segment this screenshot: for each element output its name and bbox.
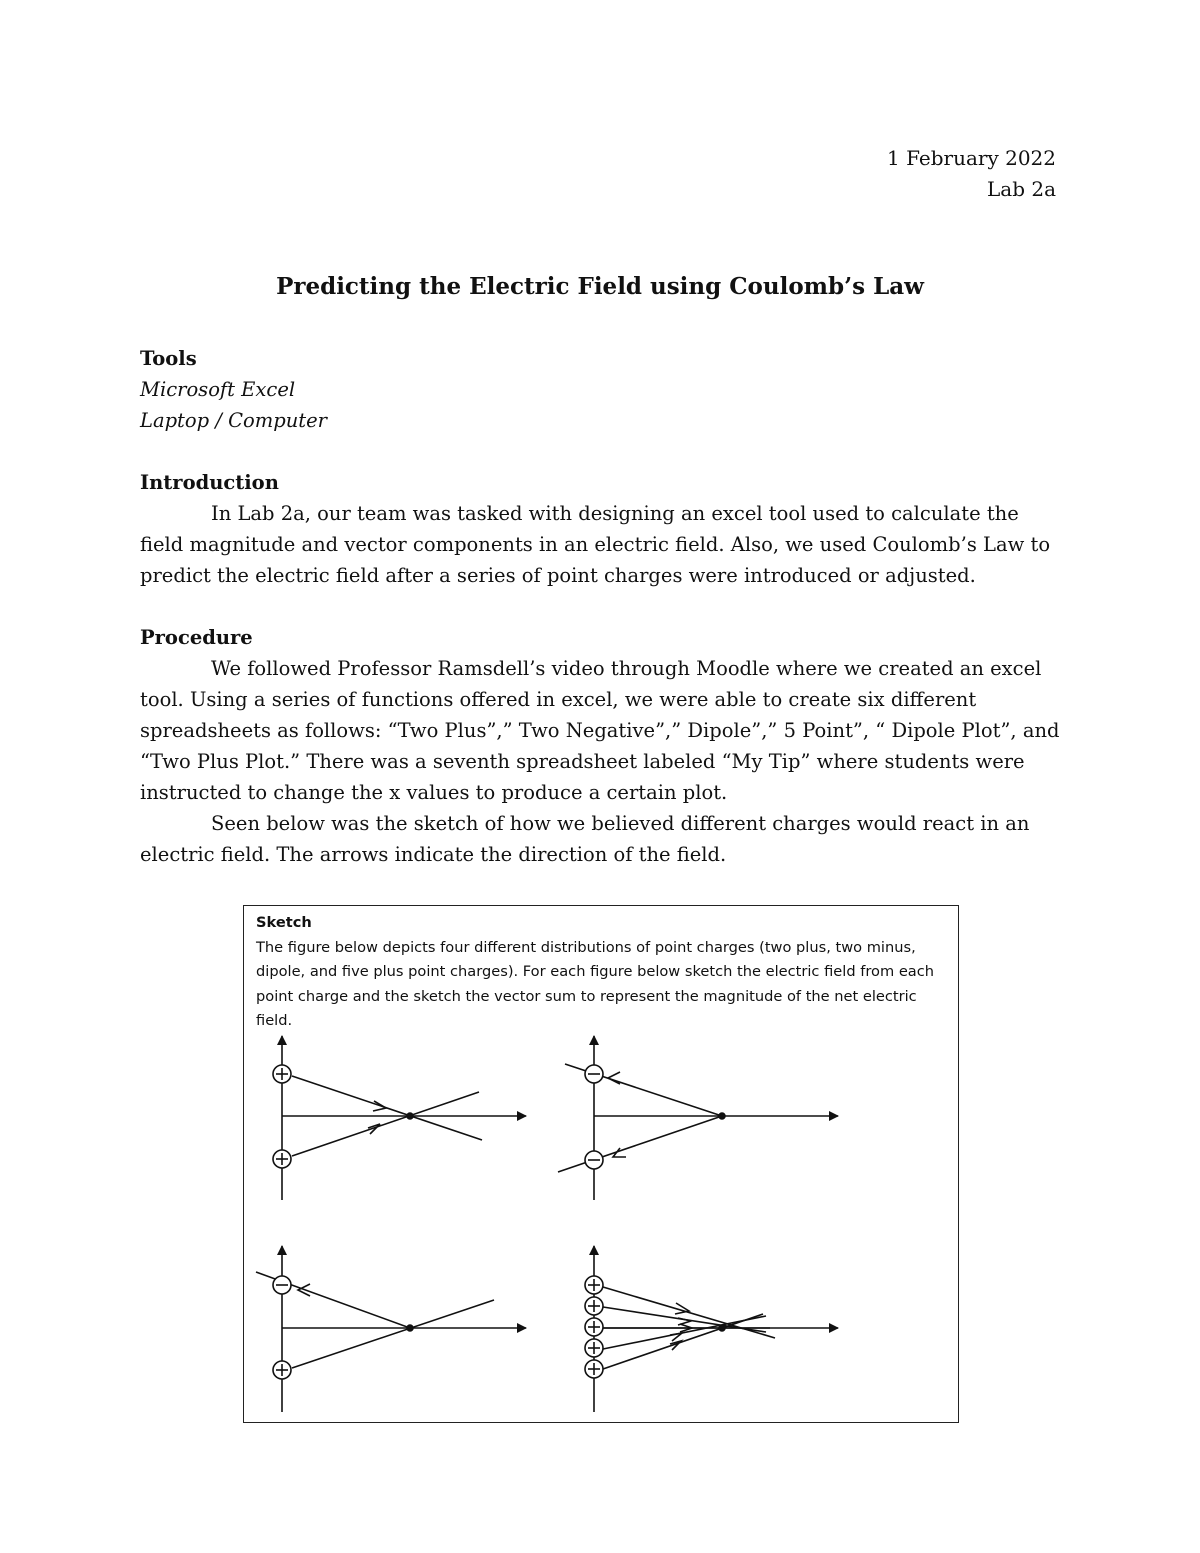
procedure-paragraph-1: We followed Professor Ramsdell’s video through Moodle where we created an excel tool. Using a series of functions offered in excel, we were able to create six different spreadsheets as follows: “Two Plus”,” Two Negative”,” Dipole”,” 5 Point”, “ Dipole Plot”, and “Two Plus Plot.” There was a seventh spreadsheet labeled “My Tip” where students were instructed to change the x values to produce a certain plot.	[140, 657, 1060, 804]
procedure-paragraph-2: Seen below was the sketch of how we believed different charges would react in an electric field. The arrows indicate the direction of the field.	[140, 812, 1030, 866]
plus-charge-icon	[273, 1150, 291, 1168]
five-plus-diagram	[585, 1246, 838, 1412]
two-plus-diagram	[273, 1036, 526, 1200]
page-title: Predicting the Electric Field using Coulomb’s Law	[276, 273, 924, 300]
procedure-heading: Procedure	[140, 626, 253, 649]
sketch-title: Sketch	[256, 914, 312, 931]
tools-heading: Tools	[140, 347, 197, 370]
tool-item: Microsoft Excel	[140, 378, 296, 401]
plus-charge-icon	[585, 1297, 603, 1315]
sketch-description: The figure below depicts four different distributions of point charges (two plus, two minus, dipole, and five plus point charges). For each figure below sketch the electric field from each point charge and the sketch the vector sum to represent the magnitude of the net electric field.	[256, 938, 935, 1029]
lab-label: Lab 2a	[986, 177, 1056, 201]
plus-charge-icon	[585, 1360, 603, 1378]
plus-charge-icon	[273, 1065, 291, 1083]
minus-charge-icon	[585, 1151, 603, 1169]
minus-charge-icon	[585, 1065, 603, 1083]
date-text: 1 February 2022	[887, 146, 1056, 170]
tool-item: Laptop / Computer	[140, 409, 327, 432]
plus-charge-icon	[585, 1318, 603, 1336]
introduction-heading: Introduction	[140, 471, 279, 494]
minus-charge-icon	[273, 1276, 291, 1294]
two-minus-diagram	[558, 1036, 838, 1200]
plus-charge-icon	[273, 1361, 291, 1379]
plus-charge-icon	[585, 1276, 603, 1294]
dipole-diagram	[256, 1246, 526, 1412]
introduction-paragraph: In Lab 2a, our team was tasked with designing an excel tool used to calculate the field magnitude and vector components in an electric field. Also, we used Coulomb’s Law to predict the electric field after a series of point charges were introduced or adjusted.	[140, 502, 1051, 587]
plus-charge-icon	[585, 1339, 603, 1357]
